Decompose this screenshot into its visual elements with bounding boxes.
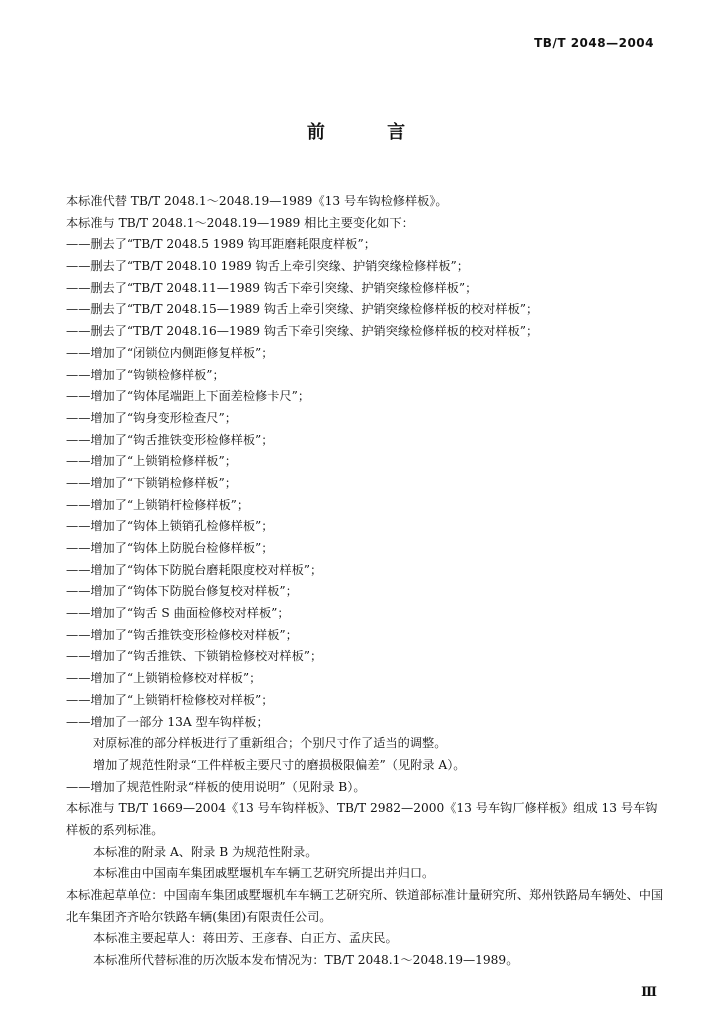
foreword-body [66, 191, 666, 972]
change-item: ——删去了“TB/T 2048.16—1989 钩舌下牵引突缘、护销突缘检修样板的校对样板”； [66, 324, 539, 339]
change-item: ——增加了“钩体下防脱台磨耗限度校对样板”； [66, 562, 323, 577]
standard-code-header: TB/T 2048—2004 [534, 36, 654, 50]
paragraph: 本标准的附录 A、附录 B 为规范性附录。 [93, 844, 318, 859]
change-item: ——增加了“钩体上防脱台检修样板”； [66, 541, 274, 555]
text-line: 本标准代替 TB/T 2048.1～2048.19—1989《13 号车钩检修样板》。 [66, 194, 448, 208]
change-item: ——增加了“钩舌推铁变形检修样板”； [66, 432, 274, 447]
change-item: ——增加了一部分 13A 型车钩样板； [66, 714, 269, 729]
change-item: ——增加了“上锁销杆检修样板”； [66, 497, 250, 512]
change-item: ——增加了“上锁销杆检修校对样板”； [66, 692, 274, 707]
change-item: ——删去了“TB/T 2048.15—1989 钩舌上牵引突缘、护销突缘检修样板的校对样板”； [66, 302, 539, 317]
page-number: Ⅲ [641, 985, 657, 1000]
page-title: 前 言 [306, 122, 434, 143]
change-item: ——增加了“钩舌推铁变形检修校对样板”； [66, 627, 298, 642]
change-item: ——增加了“钩身变形检查尺”； [66, 410, 237, 425]
change-item-note: 对原标准的部分样板进行了重新组合；个别尺寸作了适当的调整。 [93, 736, 447, 751]
change-item: ——删去了“TB/T 2048.11—1989 钩舌下牵引突缘、护销突缘检修样板”； [66, 280, 478, 295]
change-item: ——增加了“钩锁检修样板”； [66, 367, 225, 382]
text-line: 本标准与 TB/T 2048.1～2048.19—1989 相比主要变化如下： [66, 215, 414, 230]
change-item: ——删去了“TB/T 2048.5 1989 钩耳距磨耗限度样板”； [66, 237, 376, 252]
change-item: ——增加了“钩体上锁销孔检修样板”； [66, 519, 274, 534]
change-item: ——增加了“闭锁位内侧距修复样板”； [66, 345, 274, 360]
change-item: ——增加了“钩体尾端距上下面差检修卡尺”； [66, 389, 311, 404]
change-item: ——增加了“钩舌推铁、下锁销检修校对样板”； [66, 649, 323, 664]
paragraph: 本标准与 TB/T 1669—2004《13 号车钩样板》、TB/T 2982—2000《13 号车钩厂修样板》组成 13 号车钩样板的系列标准。 [66, 801, 658, 837]
change-item-note: 增加了规范性附录“工件样板主要尺寸的磨损极限偏差”（见附录 A）。 [93, 757, 466, 772]
paragraph: 本标准所代替标准的历次版本发布情况为：TB/T 2048.1～2048.19—1989。 [93, 953, 519, 968]
change-item: ——增加了“上锁销检修校对样板”； [66, 671, 262, 686]
paragraph: 本标准起草单位：中国南车集团戚墅堰机车车辆工艺研究所、铁道部标准计量研究所、郑州铁路局车辆处、中国北车集团齐齐哈尔铁路车辆(集团)有限责任公司。 [66, 888, 664, 924]
change-item: ——删去了“TB/T 2048.10 1989 钩舌上牵引突缘、护销突缘检修样板”； [66, 259, 469, 274]
change-item: ——增加了“上锁销检修样板”； [66, 454, 237, 469]
change-item: ——增加了“下锁销检修样板”； [66, 475, 237, 490]
change-item: ——增加了“钩舌 S 曲面检修校对样板”； [66, 606, 290, 621]
change-item: ——增加了“钩体下防脱台修复校对样板”； [66, 584, 298, 599]
paragraph: 本标准主要起草人：蒋田芳、王彦春、白正方、孟庆民。 [93, 931, 398, 946]
change-item: ——增加了规范性附录“样板的使用说明”（见附录 B）。 [66, 779, 366, 794]
paragraph: 本标准由中国南车集团戚墅堰机车车辆工艺研究所提出并归口。 [93, 866, 435, 881]
